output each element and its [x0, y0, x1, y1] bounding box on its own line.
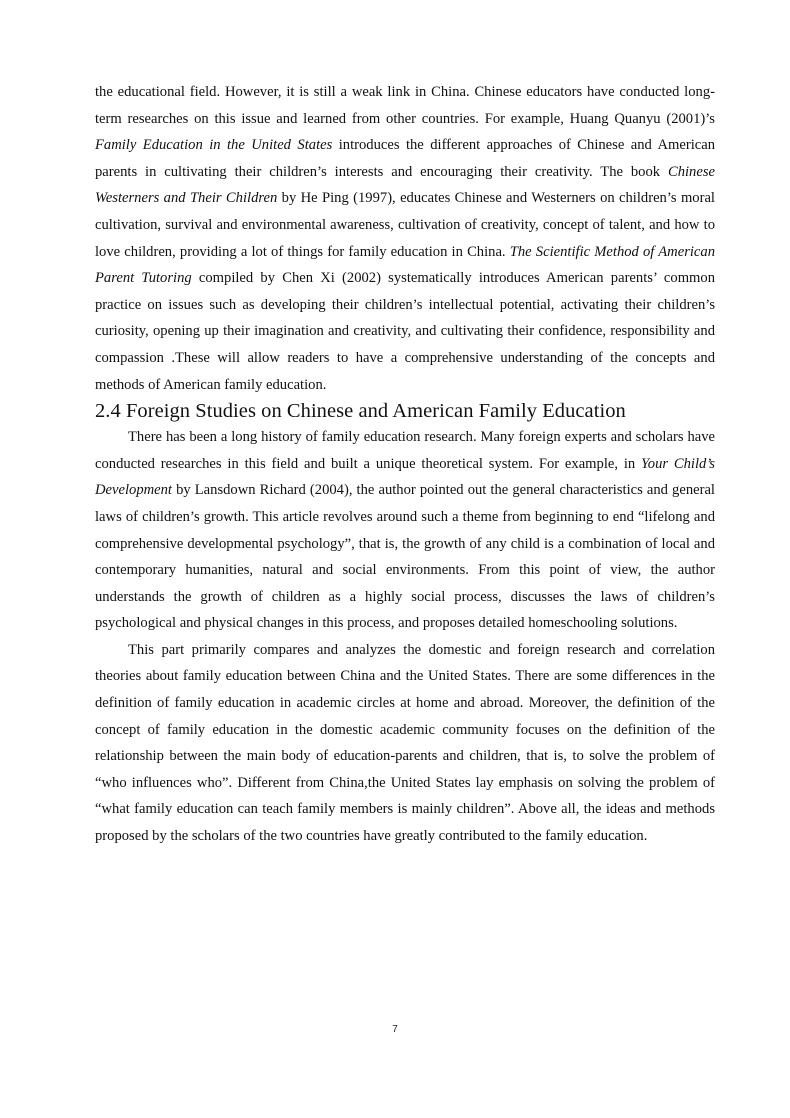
text-run: by He Ping (1997), educates Chinese and Westerners on children’s moral cultivation, survival and environmental awareness, cultivation of creativity, concept of talent, and how to love children, providing a lot of things for family education in China. [95, 190, 715, 260]
paragraph [95, 637, 715, 850]
text-run: introduces the different approaches of Chinese and American parents in cultivating their children’s interests and encouraging their creativity. The book [95, 137, 715, 180]
text-run: the educational field. However, it is still a weak link in China. Chinese educators have conducted long-term researches on this issue and learned from other countries. For example, Huang Quanyu (2001)’s [95, 84, 715, 127]
text-run: This part primarily compares and analyzes the domestic and foreign research and correlation theories about family education between China and the United States. There are some differences in the definition of family education in academic circles at home and abroad. Moreover, the definition of the concept of family education in the domestic academic community focuses on the definition of the relationship between the main body of education-parents and children, that is, to solve the problem of “who influences who”. Different from China,the United States lay emphasis on solving the problem of “what family education can teach family members is mainly children”. Above all, the ideas and methods proposed by the scholars of the two countries have greatly contributed to the family education. [95, 641, 715, 845]
paragraph [95, 424, 715, 637]
text-run: There has been a long history of family education research. Many foreign experts and scholars have conducted researches in this field and built a unique theoretical system. For example, in [95, 429, 715, 472]
italic-title: Your Child’s Development [95, 455, 715, 499]
paragraph [95, 79, 715, 398]
section-heading: 2.4 Foreign Studies on Chinese and American Family Education [95, 400, 626, 423]
text-run: by Lansdown Richard (2004), the author pointed out the general characteristics and general laws of children’s growth. This article revolves around such a theme from beginning to end “lifelong and comprehensive developmental psychology”, that is, the growth of any child is a combination of local and contemporary humanities, natural and social environments. From this point of view, the author understands the growth of children as a highly social process, discusses the laws of children’s psychological and physical changes in this process, and proposes detailed homeschooling solutions. [95, 482, 715, 632]
italic-title: The Scientific Method of American Parent Tutoring [95, 243, 716, 287]
italic-title: Chinese Westerners and Their Children [95, 163, 715, 207]
text-run: compiled by Chen Xi (2002) systematically introduces American parents’ common practice on issues such as developing their children’s intellectual potential, activating their children’s curiosity, opening up their imagination and creativity, and cultivating their confidence, responsibility and compassion .These will allow readers to have a comprehensive understanding of the concepts and methods of American family education. [95, 270, 715, 393]
body-text [95, 79, 715, 850]
page-number: 7 [392, 1024, 398, 1035]
italic-title: Family Education in the United States [95, 137, 333, 154]
